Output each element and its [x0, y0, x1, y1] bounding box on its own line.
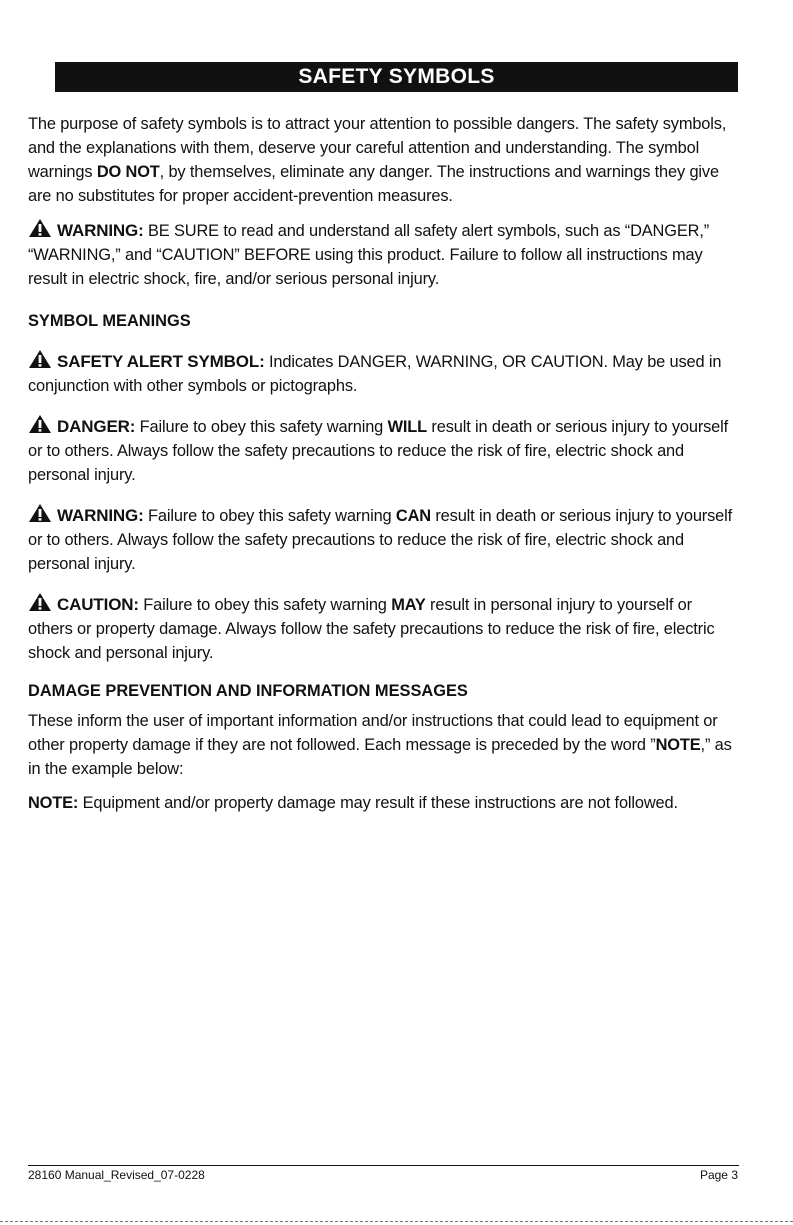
intro-paragraph	[28, 112, 740, 208]
note-label: NOTE:	[28, 794, 79, 812]
footer-page-number: Page 3	[699, 1168, 738, 1182]
warning-text: BE SURE to read and understand all safety alert symbols, such as “DANGER,” “WARNING,” and “CAUTION” BEFORE using this product. Failure to follow all instructions may result in electric shock, fire, and/or serious personal injury.	[28, 222, 710, 288]
warning-entry-text-2: result in death or serious injury to yourself or to others. Always follow the safety precautions to reduce the risk of fire, electric shock and personal injury.	[28, 507, 732, 573]
warning-entry-text-1: Failure to obey this safety warning	[143, 507, 396, 525]
note-paragraph	[28, 791, 740, 815]
page-content	[28, 112, 740, 815]
caution-label: CAUTION:	[57, 595, 139, 614]
intro-bold: DO NOT	[96, 163, 160, 181]
safety-alert-text: Indicates DANGER, WARNING, OR CAUTION. May be used in conjunction with other symbols or pictographs.	[28, 353, 722, 395]
symbol-meanings-heading: SYMBOL MEANINGS	[28, 312, 191, 330]
damage-prevention-heading: DAMAGE PREVENTION AND INFORMATION MESSAGES	[28, 682, 468, 700]
warning-triangle-icon	[28, 414, 52, 434]
warning-label: WARNING:	[57, 221, 144, 240]
footer-doc-id: 28160 Manual_Revised_07-0228	[28, 1168, 205, 1182]
danger-text-2: result in death or serious injury to yourself or to others. Always follow the safety precautions to reduce the risk of fire, electric shock and personal injury.	[28, 418, 729, 484]
caution-text-1: Failure to obey this safety warning	[138, 596, 392, 614]
section-title-bar	[55, 62, 738, 92]
caution-bold: MAY	[391, 596, 426, 614]
warning-triangle-icon	[28, 218, 52, 238]
caution-entry	[28, 592, 740, 665]
safety-alert-entry	[28, 349, 740, 398]
danger-label: DANGER:	[57, 417, 136, 436]
warning-entry-label: WARNING:	[57, 506, 144, 525]
footer-rule	[28, 1165, 739, 1166]
warning-entry	[28, 503, 740, 576]
damage-text-1: These inform the user of important information and/or instructions that could lead to equipment or other property damage if they are not followed. Each message is preceded by the word ”	[28, 712, 718, 754]
intro-text-2: , by themselves, eliminate any danger. The instructions and warnings they give are no substitutes for proper accident-prevention measures.	[28, 163, 719, 205]
note-text: Equipment and/or property damage may result if these instructions are not followed.	[78, 794, 678, 812]
intro-text-1: The purpose of safety symbols is to attract your attention to possible dangers. The safety symbols, and the explanations with them, deserve your careful attention and understanding. The symbol warnings	[28, 115, 727, 181]
warning-triangle-icon	[28, 592, 52, 612]
safety-alert-label: SAFETY ALERT SYMBOL:	[57, 352, 265, 371]
damage-bold: NOTE	[655, 736, 701, 754]
danger-bold: WILL	[387, 418, 428, 436]
warning-triangle-icon	[28, 349, 52, 369]
damage-text-2: ,” as in the example below:	[28, 736, 732, 778]
danger-entry	[28, 414, 740, 487]
damage-paragraph	[28, 709, 740, 781]
caution-text-2: result in personal injury to yourself or others or property damage. Always follow the safety precautions to reduce the risk of fire, electric shock and personal injury.	[28, 596, 715, 662]
danger-text-1: Failure to obey this safety warning	[135, 418, 388, 436]
section-title: SAFETY SYMBOLS	[298, 65, 495, 88]
main-warning	[28, 218, 740, 291]
warning-entry-bold: CAN	[395, 507, 431, 525]
warning-triangle-icon	[28, 503, 52, 523]
page-edge-divider	[0, 1221, 793, 1222]
